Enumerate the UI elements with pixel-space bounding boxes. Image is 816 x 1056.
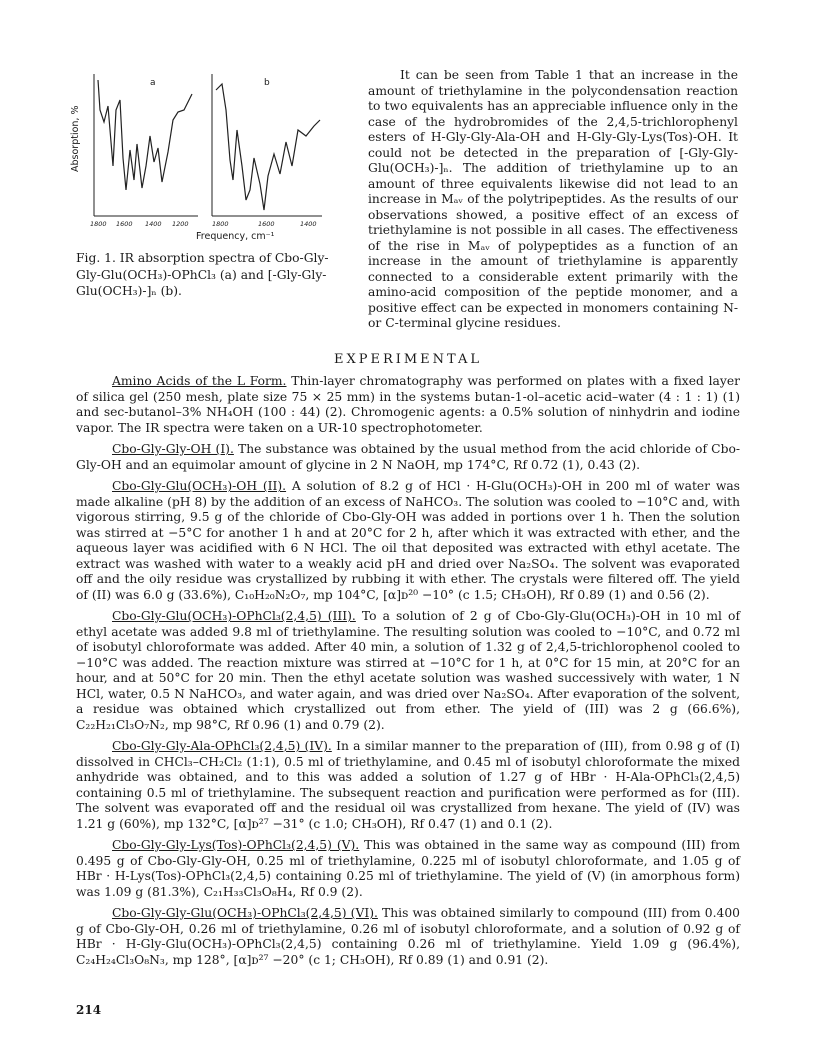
paragraph-compound-III [76, 609, 740, 733]
tick-b-1: 1800 [212, 220, 229, 228]
x-axis-label: Frequency, cm⁻¹ [196, 231, 275, 242]
section-heading: EXPERIMENTAL [333, 352, 483, 367]
paragraph-text: Thin-layer chromatography was performed on plates with a fixed layer of silica gel (250 mesh, plate size 75 × 25 mm) in the systems butan-1-ol–acetic acid–water (4 : 1 : 1) (1) and sec-butanol–3% NH₄OH (100 : 44) (2). Chromogenic agents: a 0.5% solution of ninhydrin and iodine vapor. The IR spectra were taken on a UR-10 spectrophotometer. [76, 374, 740, 435]
intro-paragraph-block [368, 68, 738, 332]
experimental-body [76, 374, 740, 974]
y-axis-label: Absorption, % [70, 105, 81, 172]
panel-a-label: a [150, 78, 156, 88]
paragraph-text: In a similar manner to the preparation of (III), from 0.98 g of (I) dissolved in CHCl₃–CH₂Cl₂ (1:1), 0.5 ml of triethylamine, and 0.45 ml of isobutyl chloroformate the mixed anhydride was obtained, and to this was added a solution of 1.27 g of HBr · H-Ala-OPhCl₃(2,4,5) containing 0.5 ml of triethylamine. The subsequent reaction and purification were performed as for (III). The solvent was evaporated off and the residual oil was crystallized from hexane. The yield of (IV) was 1.21 g (60%), mp 132°C, [α]ᴅ²⁷ −31° (c 1.0; CH₃OH), Rf 0.47 (1) and 0.1 (2). [76, 739, 741, 831]
figure-caption: Fig. 1. IR absorption spectra of Cbo-Gly-Gly-Glu(OCH₃)-OPhCl₃ (a) and [-Gly-Gly-Glu(OCH₃)-]ₙ (b). [76, 251, 329, 298]
paragraph-compound-VI [76, 906, 740, 968]
tick-b-3: 1400 [300, 220, 317, 228]
paragraph-compound-II [76, 479, 740, 603]
tick-a-3: 1400 [145, 220, 162, 228]
paragraph-title: Cbo-Gly-Gly-OH (I). [112, 442, 234, 456]
paragraph-title: Cbo-Gly-Gly-Glu(OCH₃)-OPhCl₃(2,4,5) (VI). [112, 906, 378, 920]
paragraph-text: This was obtained in the same way as compound (III) from 0.495 g of Cbo-Gly-Gly-OH, 0.25 ml of triethylamine, 0.225 ml of isobutyl chloroformate, and 1.05 g of HBr · H-Lys(Tos)-OPhCl₃(2,4,5) containing 0.25 ml of triethylamine. The yield of (V) (in amorphous form) was 1.09 g (81.3%), C₂₁H₃₃Cl₃O₈H₄, Rf 0.9 (2). [76, 838, 740, 899]
paragraph-text: A solution of 8.2 g of HCl · H-Glu(OCH₃)-OH in 200 ml of water was made alkaline (pH 8) by the addition of an excess of NaHCO₃. The solution was cooled to −10°C and, with vigorous stirring, 9.5 g of the chloride of Cbo-Gly-OH was added in portions over 1 h. Then the solution was stirred at −5°C for another 1 h and at 20°C for 2 h, after which it was extracted with ether, and the aqueous layer was acidified with 6 N HCl. The oil that deposited was extracted with ethyl acetate. The extract was washed with water to a weakly acid pH and dried over Na₂SO₄. The solvent was evaporated off and the oily residue was crystallized by rubbing it with ether. The crystals were filtered off. The yield of (II) was 6.0 g (33.6%), C₁₀H₂₀N₂O₇, mp 104°C, [α]ᴅ²⁰ −10° (c 1.5; CH₃OH), Rf 0.89 (1) and 0.56 (2). [76, 479, 740, 602]
tick-a-2: 1600 [116, 220, 133, 228]
paragraph-compound-I [76, 442, 740, 473]
paragraph-title: Cbo-Gly-Glu(OCH₃)-OPhCl₃(2,4,5) (III). [112, 609, 356, 623]
paragraph-title: Cbo-Gly-Gly-Lys(Tos)-OPhCl₃(2,4,5) (V). [112, 838, 360, 852]
paragraph-text: To a solution of 2 g of Cbo-Gly-Glu(OCH₃)-OH in 10 ml of ethyl acetate was added 9.8 ml of triethylamine. The resulting solution was cooled to −10°C, and 0.72 ml of isobutyl chloroformate was added. After 40 min, a solution of 1.32 g of 2,4,5-trichlorophenol cooled to −10°C was added. The reaction mixture was stirred at −10°C for 1 h, at 0°C for 15 min, at 20°C for an hour, and at 50°C for 20 min. Then the ethyl acetate solution was washed successively with water, 1 N HCl, water, 0.5 N NaHCO₃, and water again, and was dried over Na₂SO₄. After evaporation of the solvent, a residue was obtained which crystallized out from ether. The yield of (III) was 2 g (66.6%), C₂₂H₂₁Cl₃O₇N₂, mp 98°C, Rf 0.96 (1) and 0.79 (2). [76, 609, 741, 732]
ir-spectra-plot [74, 70, 336, 220]
intro-paragraph: It can be seen from Table 1 that an increase in the amount of triethylamine in the polycondensation reaction to two equivalents has an appreciable influence only in the case of the hydrobromides of the 2,4,5-trichlorophenyl esters of H-Gly-Gly-Ala-OH and H-Gly-Gly-Lys(Tos)-OH. It could not be detected in the preparation of [-Gly-Gly-Glu(OCH₃)-]ₙ. The addition of triethylamine up to an amount of three equivalents likewise did not lead to an increase in Mₐᵥ of the polytripeptides. As the results of our observations showed, a positive effect of an excess of triethylamine is not possible in all cases. The effectiveness of the rise in Mₐᵥ of polypeptides as a function of an increase in the amount of triethylamine is apparently connected to a considerable extent primarily with the amino-acid composition of the peptide monomer, and a positive effect can be expected in monomers containing N- or C-terminal glycine residues. [368, 68, 738, 330]
ir-spectra-figure [74, 70, 336, 250]
paragraph-title: Amino Acids of the L Form. [112, 374, 287, 388]
paragraph-title: Cbo-Gly-Glu(OCH₃)-OH (II). [112, 479, 287, 493]
paragraph-text: This was obtained similarly to compound (III) from 0.400 g of Cbo-Gly-OH, 0.26 ml of triethylamine, 0.26 ml of isobutyl chloroformate, and a solution of 0.92 g of HBr · H-Gly-Glu(OCH₃)-OPhCl₃(2,4,5) containing 0.26 ml of triethylamine. Yield 1.09 g (96.4%), C₂₄H₂₄Cl₃O₈N₃, mp 128°, [α]ᴅ²⁷ −20° (c 1; CH₃OH), Rf 0.89 (1) and 0.91 (2). [76, 906, 740, 967]
tick-b-2: 1600 [258, 220, 275, 228]
tick-a-4: 1200 [172, 220, 189, 228]
paragraph-compound-V [76, 838, 740, 900]
panel-b-label: b [264, 78, 270, 88]
paragraph-amino-acids [76, 374, 740, 436]
tick-a-1: 1800 [90, 220, 107, 228]
paragraph-compound-IV [76, 739, 740, 832]
paragraph-title: Cbo-Gly-Gly-Ala-OPhCl₃(2,4,5) (IV). [112, 739, 332, 753]
page-number: 214 [76, 1003, 102, 1017]
paragraph-text: The substance was obtained by the usual method from the acid chloride of Cbo-Gly-OH and an equimolar amount of glycine in 2 N NaOH, mp 174°C, Rf 0.72 (1), 0.43 (2). [76, 442, 740, 472]
